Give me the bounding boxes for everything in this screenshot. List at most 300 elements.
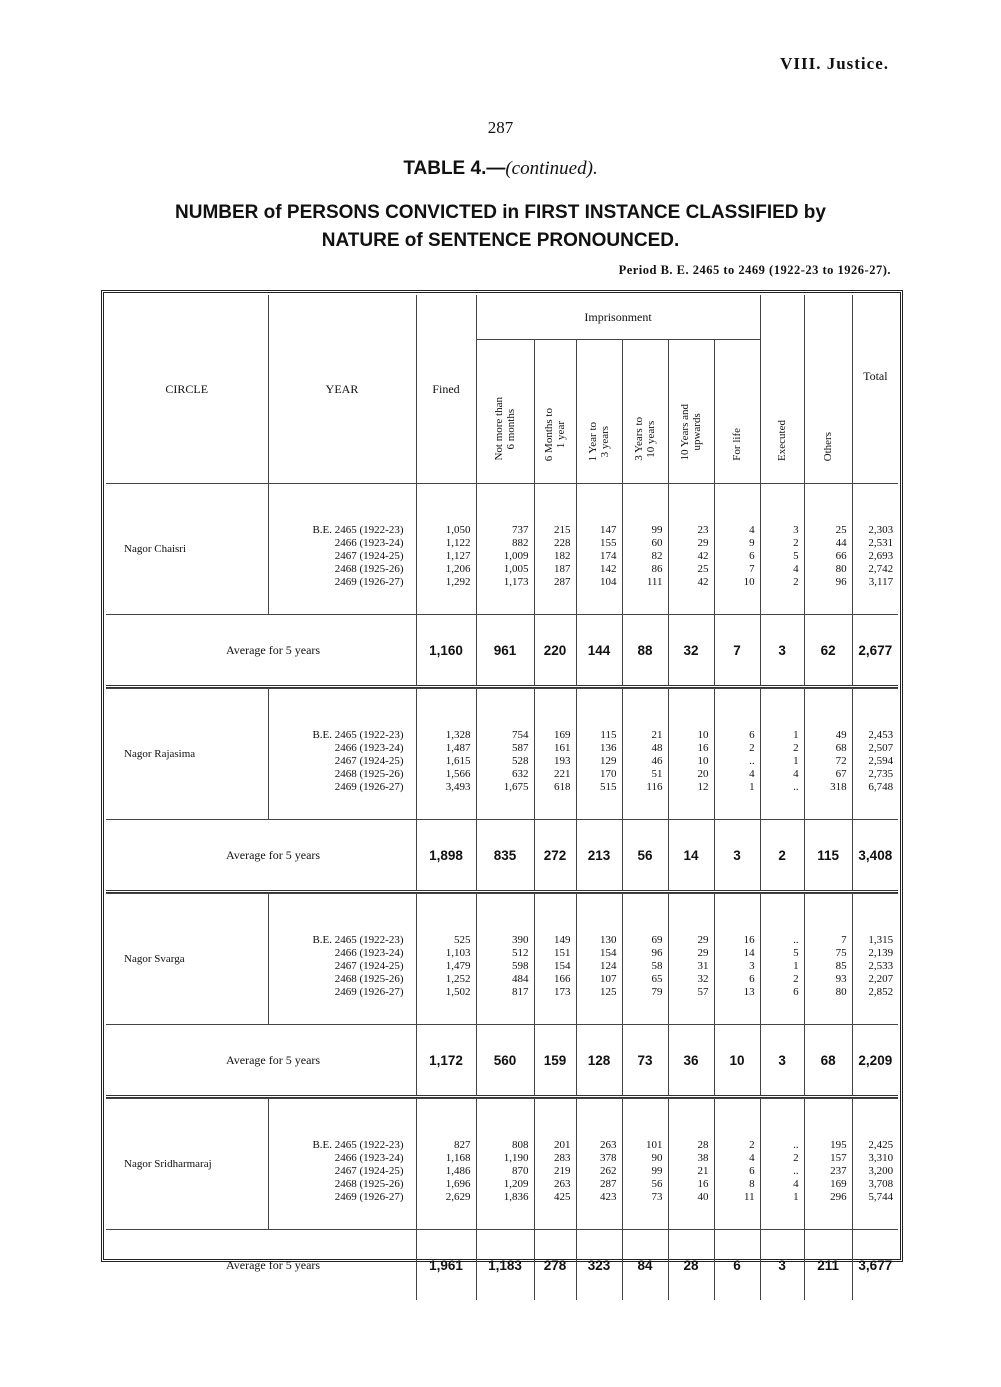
value-column xyxy=(622,1099,668,1230)
year-label: 2468 (1925-26) xyxy=(334,1178,404,1190)
year-label: 2468 (1925-26) xyxy=(334,973,404,985)
table-cell: 20 xyxy=(697,768,709,780)
average-cell: 560 xyxy=(476,1025,534,1097)
average-cell: 3 xyxy=(760,1025,804,1097)
header-6-months-1-year xyxy=(534,340,576,484)
table-cell: 157 xyxy=(830,1152,847,1164)
table-cell: 4 xyxy=(749,768,755,780)
average-label: Average for 5 years xyxy=(106,1025,416,1097)
table-cell: 1,173 xyxy=(503,576,529,588)
average-cell: 88 xyxy=(622,615,668,687)
table-cell: 16 xyxy=(697,742,709,754)
table-cell: 73 xyxy=(651,1191,663,1203)
table-cell: 90 xyxy=(651,1152,663,1164)
table-cell: 2 xyxy=(749,1139,755,1151)
table-cell: 262 xyxy=(600,1165,617,1177)
table-cell: 1,696 xyxy=(445,1178,471,1190)
table-cell: 263 xyxy=(600,1139,617,1151)
average-label: Average for 5 years xyxy=(106,1230,416,1301)
header-executed-text: Executed xyxy=(776,420,789,461)
table-cell: 882 xyxy=(512,537,529,549)
value-column xyxy=(760,689,804,820)
table-cell: 2,852 xyxy=(868,986,894,998)
average-cell: 6 xyxy=(714,1230,760,1301)
table-cell: 16 xyxy=(697,1178,709,1190)
value-column xyxy=(416,894,476,1025)
value-column xyxy=(668,689,714,820)
table-cell: 182 xyxy=(554,550,571,562)
table-cell: 1 xyxy=(793,1191,799,1203)
table-cell: 6 xyxy=(749,1165,755,1177)
header-1-3-years xyxy=(576,340,622,484)
value-column xyxy=(852,1099,898,1230)
average-row xyxy=(106,615,898,687)
table-cell: 2,742 xyxy=(868,563,894,575)
table-cell: 378 xyxy=(600,1152,617,1164)
year-label: 2468 (1925-26) xyxy=(334,563,404,575)
table-cell: 44 xyxy=(835,537,847,549)
table-cell: 283 xyxy=(554,1152,571,1164)
value-column xyxy=(416,1099,476,1230)
average-cell: 62 xyxy=(804,615,852,687)
table-cell: 21 xyxy=(651,729,663,741)
table-cell: 67 xyxy=(835,768,847,780)
value-column xyxy=(804,1099,852,1230)
average-cell: 14 xyxy=(668,820,714,892)
table-cell: 6 xyxy=(749,973,755,985)
table-cell: 136 xyxy=(600,742,617,754)
table-cell: 111 xyxy=(646,576,663,588)
table-body xyxy=(106,484,898,1301)
table-row xyxy=(106,1099,898,1230)
table-cell: 263 xyxy=(554,1178,571,1190)
table-cell: 1 xyxy=(793,755,799,767)
table-cell: 116 xyxy=(646,781,663,793)
average-cell: 961 xyxy=(476,615,534,687)
table-cell: 99 xyxy=(651,1165,663,1177)
table-cell: 1,502 xyxy=(445,986,471,998)
table-cell: 1,675 xyxy=(503,781,529,793)
value-column xyxy=(668,1099,714,1230)
circle-name: Nagor Sridharmaraj xyxy=(106,1099,268,1230)
table-cell: 1,209 xyxy=(503,1178,529,1190)
value-column xyxy=(576,894,622,1025)
year-labels xyxy=(268,1099,416,1230)
circle-name: Nagor Rajasima xyxy=(106,689,268,820)
table-cell: 115 xyxy=(600,729,617,741)
table-cell: 1,103 xyxy=(445,947,471,959)
header-6-months-1-year-line2: 1 year xyxy=(555,420,567,448)
value-column xyxy=(576,1099,622,1230)
table-cell: 161 xyxy=(554,742,571,754)
table-label-continued: (continued). xyxy=(505,158,598,179)
header-imprisonment: Imprisonment xyxy=(476,295,760,340)
value-column xyxy=(714,1099,760,1230)
year-labels xyxy=(268,484,416,615)
header-1-3-years-line2: 3 years xyxy=(599,425,611,458)
value-column xyxy=(668,894,714,1025)
average-cell: 36 xyxy=(668,1025,714,1097)
table-cell: 754 xyxy=(512,729,529,741)
header-not-more-6-months-line2: 6 months xyxy=(505,408,517,450)
table-cell: 66 xyxy=(835,550,847,562)
header-executed xyxy=(760,295,804,484)
table-title-line1: NUMBER of PERSONS CONVICTED in FIRST INSTANCE CLASSIFIED by xyxy=(175,202,826,223)
table-cell: 69 xyxy=(651,934,663,946)
table-cell: 21 xyxy=(697,1165,709,1177)
table-cell: 2,629 xyxy=(445,1191,471,1203)
table-cell: 49 xyxy=(835,729,847,741)
table-cell: 1,615 xyxy=(445,755,471,767)
value-column xyxy=(534,1099,576,1230)
header-for-life xyxy=(714,340,760,484)
table-cell: 130 xyxy=(600,934,617,946)
table-cell: 9 xyxy=(749,537,755,549)
header-fined: Fined xyxy=(416,295,476,484)
value-column xyxy=(476,689,534,820)
table-cell: 1,836 xyxy=(503,1191,529,1203)
value-column xyxy=(622,689,668,820)
table-cell: 11 xyxy=(743,1191,755,1203)
value-column xyxy=(416,484,476,615)
value-column xyxy=(760,1099,804,1230)
value-column xyxy=(416,689,476,820)
average-cell: 1,183 xyxy=(476,1230,534,1301)
table-cell: 56 xyxy=(651,1178,663,1190)
header-not-more-6-months-line1: Not more than xyxy=(493,397,505,461)
table-cell: 2,425 xyxy=(868,1139,894,1151)
table-cell: 3 xyxy=(749,960,755,972)
table-cell: 28 xyxy=(697,1139,709,1151)
table-cell: 1,122 xyxy=(445,537,471,549)
average-cell: 3 xyxy=(714,820,760,892)
table-cell: 151 xyxy=(554,947,571,959)
average-cell: 211 xyxy=(804,1230,852,1301)
header-1-3-years-text xyxy=(587,422,611,461)
table-cell: 219 xyxy=(554,1165,571,1177)
table-cell: 10 xyxy=(697,755,709,767)
table-header xyxy=(106,295,898,484)
value-column xyxy=(852,894,898,1025)
table-cell: 16 xyxy=(743,934,755,946)
period-caption: Period B. E. 2465 to 2469 (1922-23 to 1926-27). xyxy=(618,263,891,277)
average-cell: 835 xyxy=(476,820,534,892)
average-cell: 3 xyxy=(760,615,804,687)
table-cell: 221 xyxy=(554,768,571,780)
value-column xyxy=(534,894,576,1025)
value-column xyxy=(852,689,898,820)
table-cell: 4 xyxy=(793,768,799,780)
table-cell: 6 xyxy=(749,550,755,562)
table-cell: 1,328 xyxy=(445,729,471,741)
table-cell: 528 xyxy=(512,755,529,767)
table-cell: 5 xyxy=(793,947,799,959)
table-cell: 2 xyxy=(793,742,799,754)
header-circle: CIRCLE xyxy=(165,381,209,396)
header-3-10-years xyxy=(622,340,668,484)
table-cell: 25 xyxy=(697,563,709,575)
table-cell: 1 xyxy=(793,960,799,972)
table-cell: 484 xyxy=(512,973,529,985)
average-cell: 128 xyxy=(576,1025,622,1097)
average-label: Average for 5 years xyxy=(106,615,416,687)
table-cell: 1,486 xyxy=(445,1165,471,1177)
table-cell: 29 xyxy=(697,537,709,549)
table-cell: 870 xyxy=(512,1165,529,1177)
year-labels xyxy=(268,894,416,1025)
year-label: 2467 (1924-25) xyxy=(334,960,404,972)
table-cell: 142 xyxy=(600,563,617,575)
table-cell: 96 xyxy=(651,947,663,959)
value-column xyxy=(534,689,576,820)
table-cell: 1,190 xyxy=(503,1152,529,1164)
table-cell: 215 xyxy=(554,524,571,536)
table-cell: 1,252 xyxy=(445,973,471,985)
value-column xyxy=(804,689,852,820)
table-cell: 129 xyxy=(600,755,617,767)
table-cell: 6 xyxy=(749,729,755,741)
average-cell: 278 xyxy=(534,1230,576,1301)
value-column xyxy=(534,484,576,615)
header-year: YEAR xyxy=(268,295,416,484)
table-cell: 170 xyxy=(600,768,617,780)
table-cell: 195 xyxy=(830,1139,847,1151)
table-cell: 193 xyxy=(554,755,571,767)
table-cell: 3,708 xyxy=(868,1178,894,1190)
section-heading: VIII. Justice. xyxy=(780,54,889,73)
table-cell: 1,005 xyxy=(503,563,529,575)
header-10-years-upwards xyxy=(668,340,714,484)
table-cell: 7 xyxy=(749,563,755,575)
average-cell: 56 xyxy=(622,820,668,892)
average-cell: 1,898 xyxy=(416,820,476,892)
table-cell: .. xyxy=(749,755,755,767)
table-cell: 1,009 xyxy=(503,550,529,562)
table-cell: 587 xyxy=(512,742,529,754)
table-cell: .. xyxy=(793,934,799,946)
table-cell: 2,507 xyxy=(868,742,894,754)
table-cell: 2,531 xyxy=(868,537,894,549)
table-cell: 390 xyxy=(512,934,529,946)
header-not-more-6-months xyxy=(476,340,534,484)
header-3-10-years-text xyxy=(633,417,657,461)
average-cell: 1,172 xyxy=(416,1025,476,1097)
header-not-more-6-months-text xyxy=(493,397,517,461)
table-row xyxy=(106,484,898,615)
value-column xyxy=(476,484,534,615)
table-cell: 2 xyxy=(749,742,755,754)
circle-name: Nagor Svarga xyxy=(106,894,268,1025)
header-10-years-upwards-line2: upwards xyxy=(691,414,703,452)
year-label: 2467 (1924-25) xyxy=(334,550,404,562)
table-cell: 14 xyxy=(743,947,755,959)
table-cell: 512 xyxy=(512,947,529,959)
table-cell: 10 xyxy=(743,576,755,588)
table-cell: 42 xyxy=(697,550,709,562)
value-column xyxy=(760,484,804,615)
table-cell: 166 xyxy=(554,973,571,985)
table-cell: 124 xyxy=(600,960,617,972)
average-cell: 2,677 xyxy=(852,615,898,687)
table-cell: 60 xyxy=(651,537,663,549)
table-cell: 68 xyxy=(835,742,847,754)
table-cell: 1,479 xyxy=(445,960,471,972)
table-cell: 31 xyxy=(697,960,709,972)
average-cell: 3 xyxy=(760,1230,804,1301)
value-column xyxy=(804,894,852,1025)
table-cell: 598 xyxy=(512,960,529,972)
average-cell: 213 xyxy=(576,820,622,892)
average-cell: 144 xyxy=(576,615,622,687)
table-cell: 79 xyxy=(651,986,663,998)
table-cell: 3 xyxy=(793,524,799,536)
table-cell: 85 xyxy=(835,960,847,972)
year-label: B.E. 2465 (1922-23) xyxy=(312,524,404,536)
header-6-months-1-year-line1: 6 Months to xyxy=(543,407,555,461)
table-cell: 1,487 xyxy=(445,742,471,754)
table-cell: 1,315 xyxy=(868,934,894,946)
header-1-3-years-line1: 1 Year to xyxy=(587,421,599,461)
table-cell: 104 xyxy=(600,576,617,588)
table-cell: 2,533 xyxy=(868,960,894,972)
value-column xyxy=(668,484,714,615)
table-cell: 8 xyxy=(749,1178,755,1190)
table-cell: 201 xyxy=(554,1139,571,1151)
header-3-10-years-line1: 3 Years to xyxy=(633,417,645,461)
table-cell: 2,207 xyxy=(868,973,894,985)
average-cell: 1,961 xyxy=(416,1230,476,1301)
table-cell: 2,594 xyxy=(868,755,894,767)
value-column xyxy=(576,689,622,820)
table-cell: 3,310 xyxy=(868,1152,894,1164)
year-labels xyxy=(268,689,416,820)
table-cell: 125 xyxy=(600,986,617,998)
table-cell: 1 xyxy=(749,781,755,793)
year-label: 2469 (1926-27) xyxy=(334,781,404,793)
table-cell: 154 xyxy=(554,960,571,972)
table-cell: 632 xyxy=(512,768,529,780)
table-cell: .. xyxy=(793,781,799,793)
year-label: 2467 (1924-25) xyxy=(334,755,404,767)
table-cell: 13 xyxy=(743,986,755,998)
table-cell: 2 xyxy=(793,973,799,985)
table-cell: 287 xyxy=(600,1178,617,1190)
value-column xyxy=(714,689,760,820)
table-cell: 2 xyxy=(793,576,799,588)
table-cell: 169 xyxy=(830,1178,847,1190)
table-cell: .. xyxy=(793,1165,799,1177)
year-label: B.E. 2465 (1922-23) xyxy=(312,1139,404,1151)
table-cell: 1,127 xyxy=(445,550,471,562)
table-cell: 10 xyxy=(697,729,709,741)
value-column xyxy=(576,484,622,615)
average-row xyxy=(106,1025,898,1097)
table-cell: 6,748 xyxy=(868,781,894,793)
table-cell: 80 xyxy=(835,563,847,575)
table-cell: 29 xyxy=(697,934,709,946)
header-for-life-text: For life xyxy=(731,428,744,461)
table-cell: 5,744 xyxy=(868,1191,894,1203)
table-cell: 827 xyxy=(454,1139,471,1151)
table-cell: 1,292 xyxy=(445,576,471,588)
average-row xyxy=(106,820,898,892)
table-cell: 40 xyxy=(697,1191,709,1203)
value-column xyxy=(476,1099,534,1230)
average-cell: 7 xyxy=(714,615,760,687)
average-label: Average for 5 years xyxy=(106,820,416,892)
table-cell: 107 xyxy=(600,973,617,985)
table-cell: 65 xyxy=(651,973,663,985)
table-cell: 1,206 xyxy=(445,563,471,575)
value-column xyxy=(714,894,760,1025)
header-10-years-upwards-line1: 10 Years and xyxy=(679,404,691,461)
average-cell: 2 xyxy=(760,820,804,892)
table-cell: 1,566 xyxy=(445,768,471,780)
average-cell: 159 xyxy=(534,1025,576,1097)
table-cell: 46 xyxy=(651,755,663,767)
table-cell: 6 xyxy=(793,986,799,998)
table-cell: 42 xyxy=(697,576,709,588)
table-cell: 237 xyxy=(830,1165,847,1177)
sentence-table xyxy=(106,295,898,1300)
table-cell: 82 xyxy=(651,550,663,562)
table-cell: 4 xyxy=(793,1178,799,1190)
header-6-months-1-year-text xyxy=(543,408,567,461)
year-label: 2469 (1926-27) xyxy=(334,1191,404,1203)
table-cell: 737 xyxy=(512,524,529,536)
page-number: 287 xyxy=(487,118,514,137)
average-cell: 272 xyxy=(534,820,576,892)
value-column xyxy=(622,484,668,615)
table-cell: 173 xyxy=(554,986,571,998)
year-label: B.E. 2465 (1922-23) xyxy=(312,729,404,741)
table-row xyxy=(106,689,898,820)
table-cell: 38 xyxy=(697,1152,709,1164)
table-cell: 72 xyxy=(835,755,847,767)
table-cell: 86 xyxy=(651,563,663,575)
table-title-line2: NATURE of SENTENCE PRONOUNCED. xyxy=(321,230,680,251)
table-cell: 318 xyxy=(830,781,847,793)
table-cell: 4 xyxy=(749,524,755,536)
table-cell: 25 xyxy=(835,524,847,536)
year-label: 2468 (1925-26) xyxy=(334,768,404,780)
table-cell: 23 xyxy=(697,524,709,536)
average-cell: 2,209 xyxy=(852,1025,898,1097)
table-cell: 1 xyxy=(793,729,799,741)
table-cell: 3,117 xyxy=(868,576,894,588)
average-cell: 10 xyxy=(714,1025,760,1097)
value-column xyxy=(714,484,760,615)
year-label: 2469 (1926-27) xyxy=(334,986,404,998)
table-cell: 51 xyxy=(651,768,663,780)
table-cell: 3,200 xyxy=(868,1165,894,1177)
table-cell: 32 xyxy=(697,973,709,985)
table-cell: 7 xyxy=(841,934,847,946)
year-label: 2466 (1923-24) xyxy=(334,947,404,959)
table-label xyxy=(0,158,1001,180)
average-cell: 32 xyxy=(668,615,714,687)
header-others-text: Others xyxy=(822,431,835,461)
average-cell: 84 xyxy=(622,1230,668,1301)
table-cell: 808 xyxy=(512,1139,529,1151)
table-cell: 1,050 xyxy=(445,524,471,536)
table-cell: 58 xyxy=(651,960,663,972)
table-cell: 525 xyxy=(454,934,471,946)
table-cell: 154 xyxy=(600,947,617,959)
table-cell: .. xyxy=(793,1139,799,1151)
average-cell: 3,677 xyxy=(852,1230,898,1301)
table-cell: 2 xyxy=(793,1152,799,1164)
